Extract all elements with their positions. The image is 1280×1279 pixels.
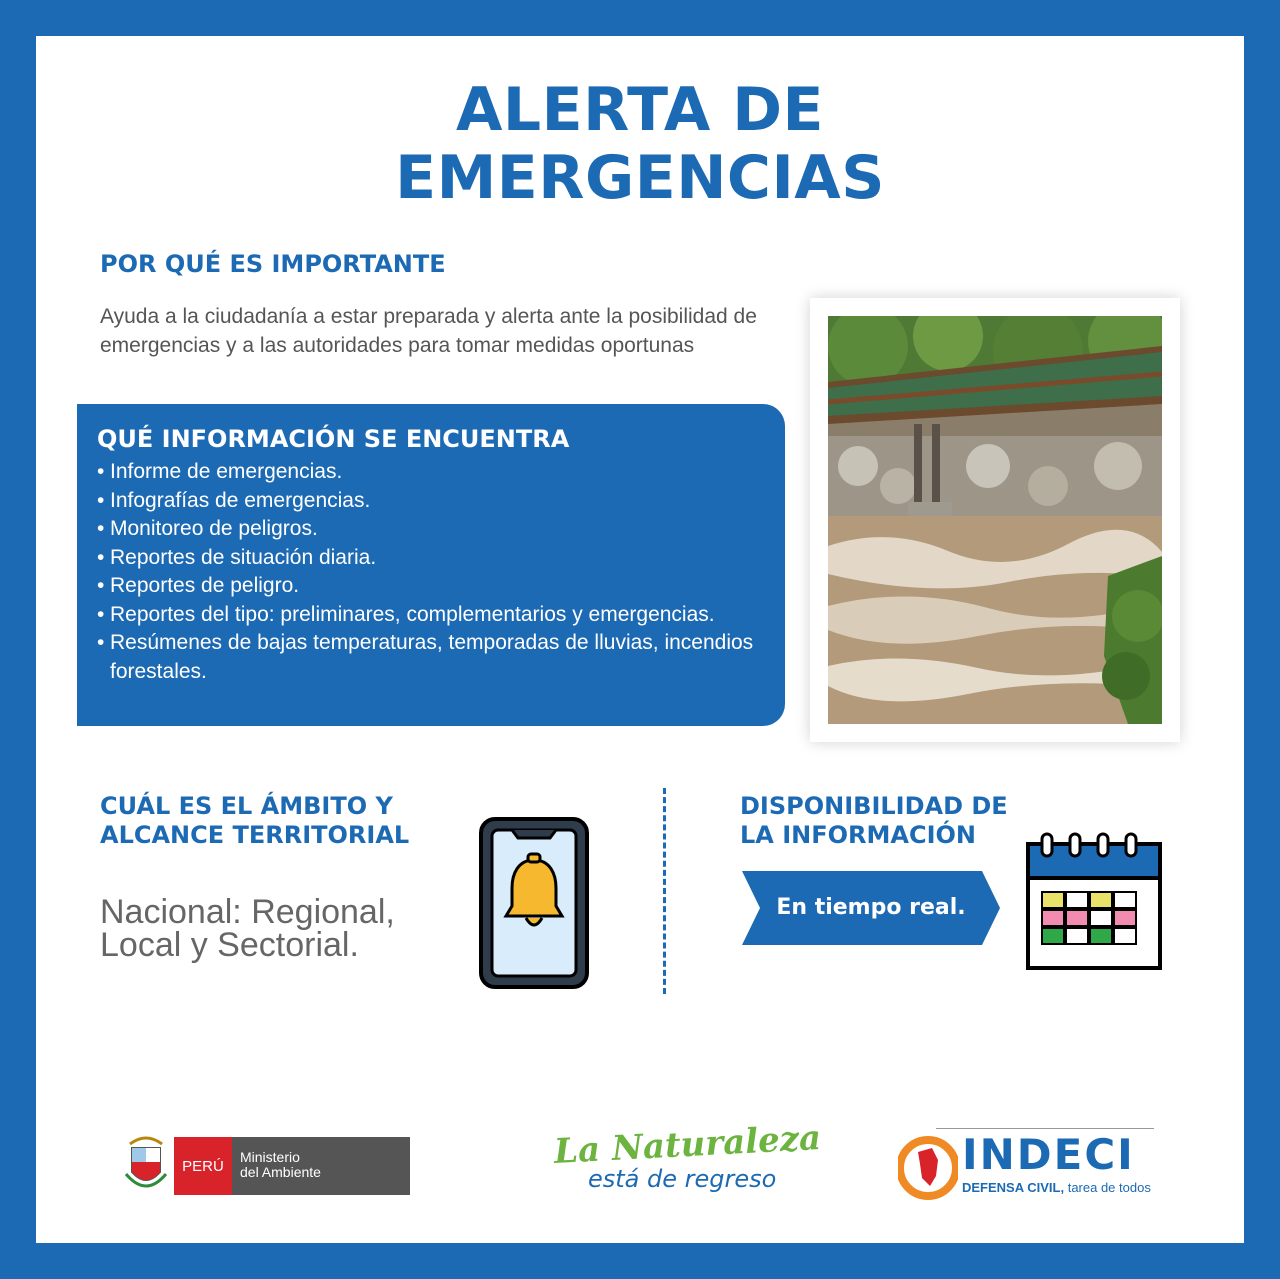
calendar-icon — [1026, 832, 1162, 976]
naturaleza-line-2: está de regreso — [588, 1165, 777, 1193]
river-bridge-image — [828, 316, 1162, 724]
title-line-2: EMERGENCIAS — [395, 143, 885, 213]
availability-value: En tiempo real. — [776, 895, 966, 920]
info-item: • Informe de emergencias. — [97, 458, 765, 487]
title-line-1: ALERTA DE — [455, 75, 825, 145]
page-title — [36, 76, 1244, 212]
phone-bell-icon — [478, 816, 590, 994]
info-heading: QUÉ INFORMACIÓN SE ENCUENTRA — [97, 425, 570, 453]
info-item: • Reportes de situación diaria. — [97, 544, 765, 573]
availability-badge — [742, 871, 1000, 945]
scope-text-line-2: Local y Sectorial. — [100, 926, 359, 964]
info-list — [97, 458, 765, 686]
scope-text — [100, 893, 430, 964]
peru-label: PERÚ — [174, 1137, 232, 1195]
indeci-tagline — [962, 1180, 1151, 1196]
info-item: • Reportes de peligro. — [97, 572, 765, 601]
why-text: Ayuda a la ciudadanía a estar preparada y alerta ante la posibilidad de emergencias y a las autoridades para tomar medidas oportunas — [100, 305, 757, 357]
scope-heading — [100, 792, 409, 850]
scope-heading-line-1: CUÁL ES EL ÁMBITO Y — [100, 792, 393, 820]
infographic-card — [36, 36, 1244, 1243]
scope-text-line-1: Nacional: Regional, — [100, 893, 395, 931]
minam-label — [174, 1137, 410, 1195]
ministerio-label — [232, 1137, 410, 1195]
info-item: • Monitoreo de peligros. — [97, 515, 765, 544]
indeci-rule — [936, 1128, 1154, 1129]
scope-heading-line-2: ALCANCE TERRITORIAL — [100, 821, 410, 849]
ministerio-line-2: del Ambiente — [240, 1164, 321, 1180]
availability-heading — [740, 792, 1008, 850]
indeci-tag-bold: DEFENSA CIVIL, — [962, 1180, 1065, 1195]
info-item: • Infografías de emergencias. — [97, 487, 765, 516]
ministerio-line-1: Ministerio — [240, 1149, 300, 1165]
naturaleza-line-1: La Naturaleza — [553, 1118, 823, 1172]
info-panel — [77, 404, 785, 726]
info-item: • Reportes del tipo: preliminares, complementarios y emergencias. — [97, 601, 765, 630]
section-divider — [663, 788, 666, 994]
river-photo — [810, 298, 1180, 742]
indeci-name: INDECI — [962, 1130, 1135, 1179]
peru-coat-of-arms-icon — [124, 1134, 168, 1198]
indeci-tag-rest: tarea de todos — [1064, 1180, 1151, 1195]
info-item: • Resúmenes de bajas temperaturas, temporadas de lluvias, incendios forestales. — [97, 629, 765, 686]
indeci-logo — [896, 1128, 1166, 1208]
availability-heading-line-2: LA INFORMACIÓN — [740, 821, 977, 849]
naturaleza-logo — [546, 1118, 823, 1204]
why-heading: POR QUÉ ES IMPORTANTE — [100, 250, 446, 278]
indeci-emblem-icon — [898, 1130, 958, 1206]
ministerio-ambiente-logo — [124, 1134, 321, 1202]
availability-heading-line-1: DISPONIBILIDAD DE — [740, 792, 1008, 820]
